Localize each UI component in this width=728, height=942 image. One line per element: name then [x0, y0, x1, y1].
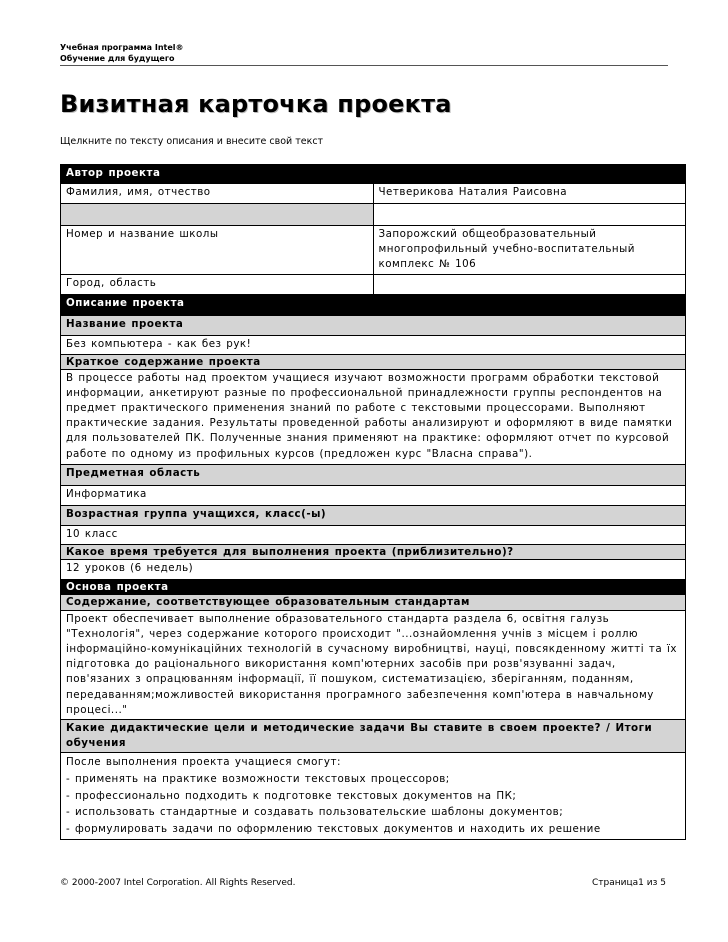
project-name-field[interactable]: Без компьютера - как без рук!: [61, 335, 686, 354]
age-group-field[interactable]: 10 класс: [61, 525, 686, 544]
table-row: [61, 753, 686, 840]
summary-field[interactable]: В процессе работы над проектом учащиеся изучают возможности программ обработки текстовой информации, анкетируют разные по профессиональной принадлежности группы респондентов на предмет практического применения знаний по работе с текстовыми процессорами. Выполняют практические задания. Результаты проведенной работы анализируют и оформляют в виде памятки для пользователей ПК. Полученные знания применяют на практике: оформляют отчет по курсовой работе по одному из профильных курсов (предложен курс "Власна справа").: [61, 369, 686, 464]
footer-copyright: © 2000-2007 Intel Corporation. All Rights Reserved.: [60, 878, 296, 888]
table-row: [61, 544, 686, 559]
age-group-label: Возрастная группа учащихся, класс(-ы): [61, 505, 686, 525]
table-row: [61, 315, 686, 335]
goals-field[interactable]: [61, 753, 686, 840]
subject-label: Предметная область: [61, 464, 686, 485]
school-label: Номер и название школы: [61, 226, 374, 275]
table-row: [61, 274, 686, 294]
subject-field[interactable]: Информатика: [61, 485, 686, 505]
document-header: [60, 42, 668, 66]
goals-item: - формулировать задачи по оформлению текстовых документов и находить их решение: [66, 822, 601, 835]
table-row: [61, 369, 686, 464]
table-row: [61, 354, 686, 369]
table-row: [61, 485, 686, 505]
city-value-field[interactable]: [373, 274, 686, 294]
time-required-field[interactable]: 12 уроков (6 недель): [61, 559, 686, 579]
table-row: [61, 184, 686, 204]
goals-item: - применять на практике возможности текстовых процессоров;: [66, 773, 450, 786]
header-rule: [60, 65, 668, 66]
basis-section-heading: Основа проекта: [61, 579, 686, 594]
goals-item: - использовать стандартные и создавать пользовательские шаблоны документов;: [66, 806, 564, 819]
goals-label: Какие дидактические цели и методические задачи Вы ставите в своем проекте? / Итоги обучения: [61, 720, 686, 753]
table-row: [61, 720, 686, 753]
table-row: [61, 594, 686, 610]
table-row: [61, 165, 686, 184]
author-section-heading: Автор проекта: [61, 165, 686, 184]
program-subtitle: Обучение для будущего: [60, 54, 175, 63]
table-row: [61, 464, 686, 485]
table-row: [61, 294, 686, 315]
time-required-label: Какое время требуется для выполнения проекта (приблизительно)?: [61, 544, 686, 559]
project-name-label: Название проекта: [61, 315, 686, 335]
table-row: [61, 579, 686, 594]
city-label: Город, область: [61, 274, 374, 294]
instruction-hint: Щелкните по тексту описания и внесите свой текст: [60, 136, 324, 147]
empty-label-cell: [61, 204, 374, 226]
goals-item: - профессионально подходить к подготовке текстовых документов на ПК;: [66, 789, 517, 802]
page-title: Визитная карточка проекта: [60, 90, 452, 118]
goals-intro: После выполнения проекта учащиеся смогут:: [66, 756, 341, 769]
table-row: [61, 204, 686, 226]
program-name: Учебная программа Intel®: [60, 43, 184, 52]
table-row: [61, 335, 686, 354]
empty-value-cell[interactable]: [373, 204, 686, 226]
description-section-heading: Описание проекта: [61, 294, 686, 315]
name-label: Фамилия, имя, отчество: [61, 184, 374, 204]
summary-label: Краткое содержание проекта: [61, 354, 686, 369]
standards-field[interactable]: Проект обеспечивает выполнение образовательного стандарта раздела 6, освітня галузь "Технологія", через содержание которого происходит "...ознайомлення учнів з місцем і роллю інформаційно-комунікаційних технологій в сучасному виробництві, науці, повсякденному житті та їх підготовка до раціонального використання комп'ютерних засобів при розв'язуванні задач, пов'язаних з опрацюванням інформації, її пошуком, систематизацією, зберіганням, поданням, передаванням;можливостей використання програмного забезпечення комп'ютера в навчальному процесі...": [61, 610, 686, 719]
school-value-field[interactable]: Запорожский общеобразовательный многопрофильный учебно-воспитательный комплекс № 106: [373, 226, 686, 275]
name-value-field[interactable]: Четверикова Наталия Раисовна: [373, 184, 686, 204]
table-row: [61, 525, 686, 544]
table-row: [61, 226, 686, 275]
footer-page-number: Страница1 из 5: [592, 878, 666, 888]
table-row: [61, 559, 686, 579]
table-row: [61, 610, 686, 719]
project-card-table: [60, 164, 686, 840]
table-row: [61, 505, 686, 525]
standards-label: Содержание, соответствующее образовательным стандартам: [61, 594, 686, 610]
